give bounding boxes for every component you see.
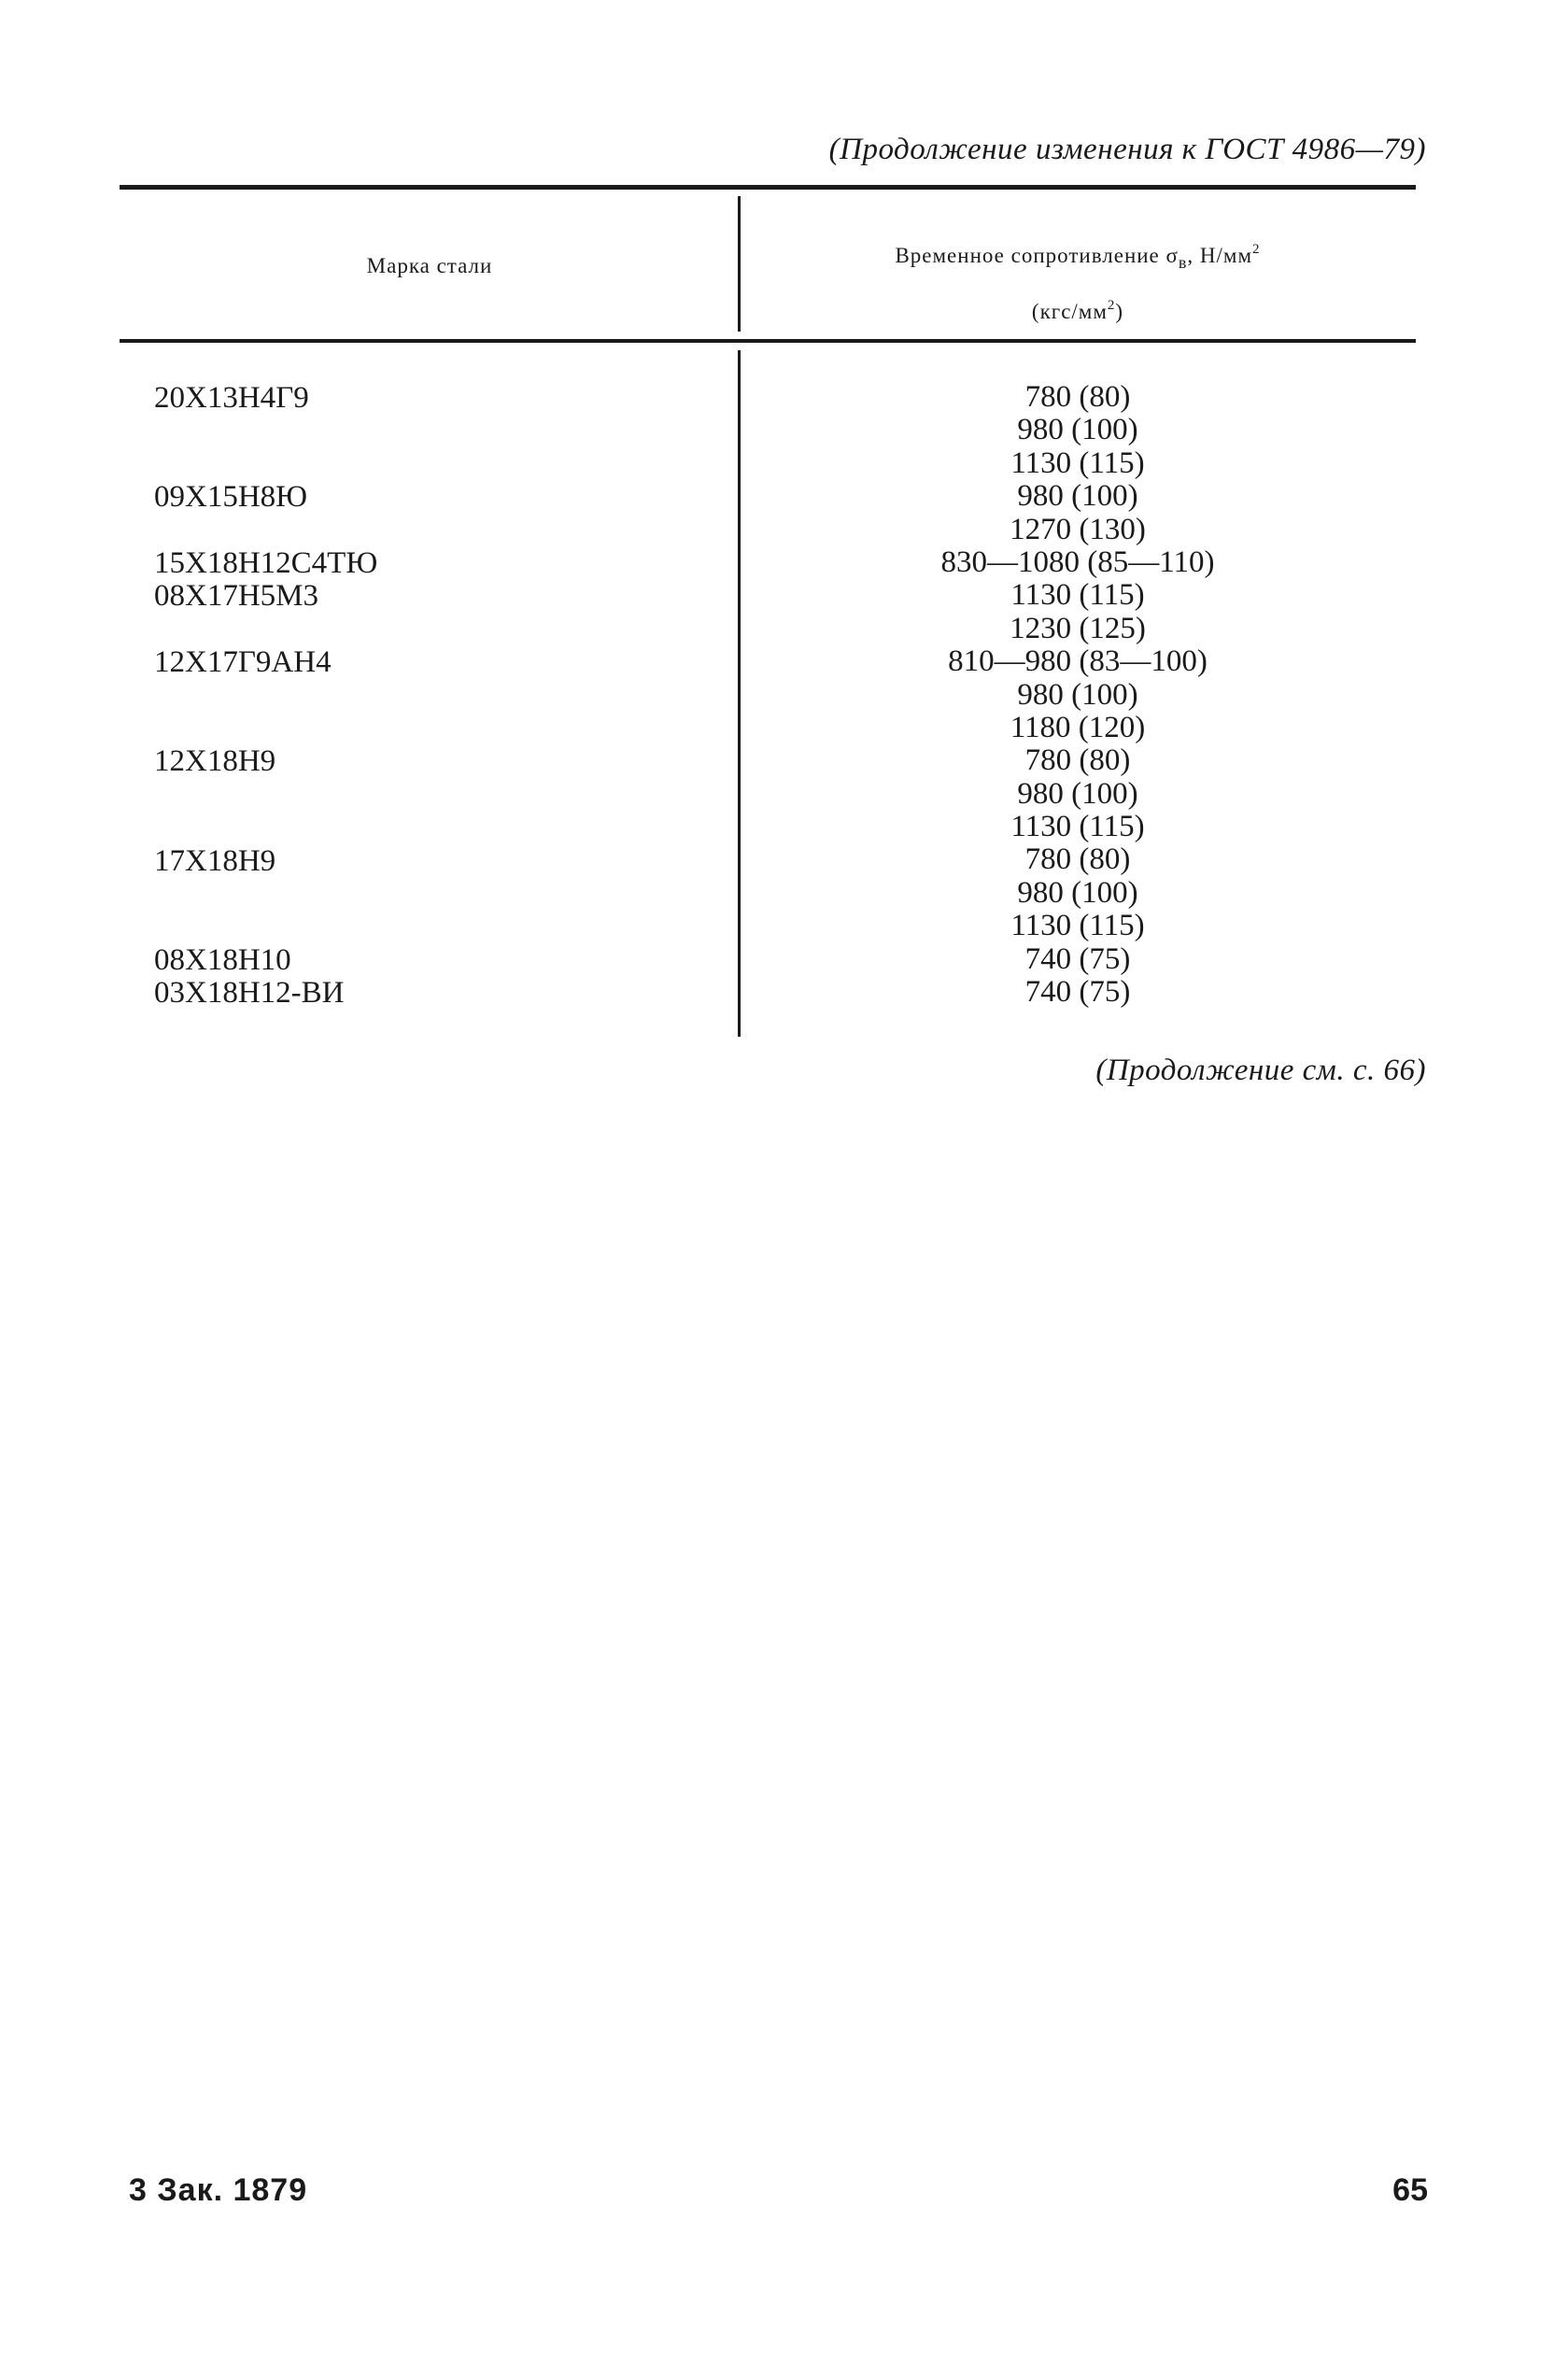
page-number: 65	[1392, 2172, 1428, 2208]
column-header-steel-grade: Марка стали	[366, 254, 493, 277]
column-header-tensile-strength	[741, 228, 1415, 333]
strength-header-subscript: в	[1178, 253, 1188, 272]
strength-value-row: 740 (75)	[1024, 975, 1131, 1010]
column-header-strength-line2	[741, 284, 1415, 333]
strength-value-row: 1130 (115)	[1010, 578, 1145, 613]
steel-grade-row: 15Х18Н12С4ТЮ	[154, 546, 378, 580]
strength-header-unit: , Н/мм	[1187, 244, 1253, 267]
strength-value-row: 1130 (115)	[1010, 446, 1145, 480]
table-header-rule	[120, 339, 1416, 343]
strength-value-row: 830—1080 (85—110)	[940, 545, 1215, 579]
strength-header-line2-sup: 2	[1107, 298, 1116, 313]
strength-value-row: 810—980 (83—100)	[948, 644, 1208, 679]
strength-header-line2: (кгс/мм	[1031, 300, 1108, 323]
strength-value-row: 980 (100)	[1017, 413, 1138, 447]
strength-value-row: 980 (100)	[1017, 875, 1138, 910]
steel-grade-row: 12Х17Г9АН4	[154, 645, 332, 680]
strength-value-row: 980 (100)	[1017, 677, 1138, 712]
strength-value-row: 780 (80)	[1024, 842, 1131, 877]
strength-value-row: 1130 (115)	[1010, 909, 1145, 943]
strength-header-unit-sup: 2	[1252, 242, 1261, 257]
continued-on-note: (Продолжение см. с. 66)	[1095, 1054, 1426, 1087]
steel-grade-row: 12Х18Н9	[154, 744, 276, 779]
strength-value-row: 1180 (120)	[1010, 710, 1146, 744]
steel-grade-row: 08Х18Н10	[154, 942, 291, 977]
steel-grade-row: 09Х15Н8Ю	[154, 480, 308, 515]
strength-value-row: 780 (80)	[1024, 743, 1131, 778]
strength-value-row: 1130 (115)	[1010, 810, 1145, 844]
continuation-header: (Продолжение изменения к ГОСТ 4986—79)	[828, 133, 1426, 166]
steel-grade-row: 17Х18Н9	[154, 843, 276, 878]
column-header-strength-line1	[741, 228, 1415, 284]
strength-value-row: 980 (100)	[1017, 479, 1138, 514]
strength-header-line2-close: )	[1115, 300, 1124, 323]
strength-value-row: 980 (100)	[1017, 776, 1138, 811]
strength-header-text: Временное сопротивление σ	[895, 244, 1179, 267]
order-number: 3 Зак. 1879	[129, 2172, 308, 2208]
strength-value-row: 1270 (130)	[1010, 512, 1146, 546]
strength-value-row: 1230 (125)	[1010, 611, 1146, 645]
strength-value-list	[741, 381, 1415, 1009]
strength-value-row: 780 (80)	[1024, 380, 1131, 414]
steel-grade-row: 20Х13Н4Г9	[154, 381, 309, 415]
steel-grade-row: 03Х18Н12-ВИ	[154, 976, 345, 1011]
strength-value-row: 740 (75)	[1024, 941, 1131, 976]
table-top-rule	[120, 185, 1416, 190]
steel-grade-row: 08Х17Н5М3	[154, 579, 319, 614]
